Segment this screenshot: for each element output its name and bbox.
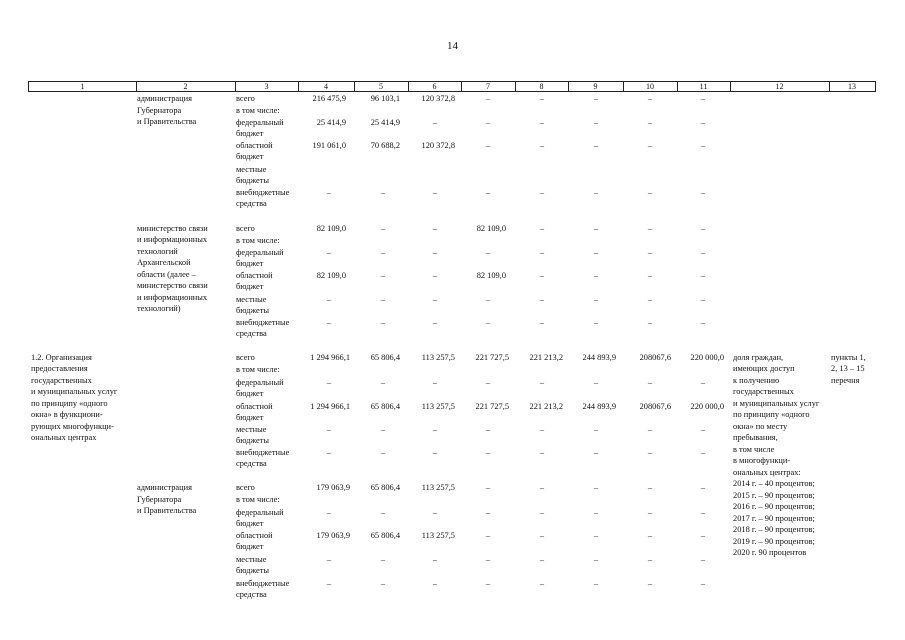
cell-dash: – bbox=[432, 508, 438, 517]
cell-value: 65 806,4 bbox=[370, 483, 400, 492]
row-label-local: местные bbox=[236, 165, 267, 174]
cell-value: 25 414,9 bbox=[316, 118, 346, 127]
cell-value: 113 257,5 bbox=[421, 483, 455, 492]
row-label-including: в том числе: bbox=[236, 236, 280, 245]
org-name-line: и Правительства bbox=[137, 117, 197, 126]
col-header-13: 13 bbox=[848, 82, 856, 91]
cell-dash: – bbox=[432, 448, 438, 457]
measure-name-line: по принципу «одного bbox=[31, 399, 108, 408]
cell-dash: – bbox=[485, 508, 491, 517]
row-label-federal: бюджет bbox=[236, 129, 264, 138]
cell-dash: – bbox=[326, 248, 332, 257]
cell-dash: – bbox=[700, 248, 706, 257]
cell-dash: – bbox=[647, 378, 653, 387]
cell-dash: – bbox=[432, 118, 438, 127]
page-number: 14 bbox=[447, 40, 458, 52]
row-label-federal: бюджет bbox=[236, 259, 264, 268]
cell-dash: – bbox=[539, 118, 545, 127]
cell-value: 1 294 966,1 bbox=[310, 402, 350, 411]
row-label-federal: федеральный bbox=[236, 378, 284, 387]
cell-dash: – bbox=[539, 94, 545, 103]
cell-dash: – bbox=[593, 94, 599, 103]
measure-name-line: окна» в функциони- bbox=[31, 410, 103, 419]
cell-dash: – bbox=[485, 118, 491, 127]
row-label-regional: областной bbox=[236, 271, 273, 280]
cell-dash: – bbox=[326, 188, 332, 197]
cell-dash: – bbox=[647, 248, 653, 257]
cell-dash: – bbox=[485, 425, 491, 434]
cell-value: 82 109,0 bbox=[316, 271, 346, 280]
cell-value: 113 257,5 bbox=[421, 353, 455, 362]
cell-dash: – bbox=[380, 378, 386, 387]
indicator-line: 2020 г. 90 процентов bbox=[733, 548, 807, 557]
cell-dash: – bbox=[700, 318, 706, 327]
cell-dash: – bbox=[380, 295, 386, 304]
row-label-extrabudget: внебюджетные bbox=[236, 318, 290, 327]
cell-dash: – bbox=[593, 483, 599, 492]
indicator-line: к получению bbox=[733, 376, 780, 385]
cell-dash: – bbox=[700, 378, 706, 387]
indicator-line: доля граждан, bbox=[733, 353, 784, 362]
cell-dash: – bbox=[593, 295, 599, 304]
cell-dash: – bbox=[647, 271, 653, 280]
cell-dash: – bbox=[432, 378, 438, 387]
cell-dash: – bbox=[539, 378, 545, 387]
row-label-local: бюджеты bbox=[236, 176, 270, 185]
org-name-line: и информационных bbox=[137, 293, 208, 302]
list-points-line: перечня bbox=[831, 376, 860, 385]
cell-dash: – bbox=[539, 248, 545, 257]
row-label-local: бюджеты bbox=[236, 566, 270, 575]
cell-value: 82 109,0 bbox=[476, 224, 506, 233]
cell-dash: – bbox=[432, 271, 438, 280]
measure-name-line: 1.2. Организация bbox=[31, 353, 92, 362]
org-name-line: администрация bbox=[137, 94, 192, 103]
indicator-line: окна» по месту bbox=[733, 422, 788, 431]
cell-value: 82 109,0 bbox=[476, 271, 506, 280]
cell-dash: – bbox=[700, 448, 706, 457]
org-name-line: министерство связи bbox=[137, 224, 208, 233]
cell-value: 113 257,5 bbox=[421, 531, 455, 540]
row-label-federal: бюджет bbox=[236, 519, 264, 528]
cell-dash: – bbox=[432, 425, 438, 434]
cell-dash: – bbox=[380, 271, 386, 280]
row-label-extrabudget: внебюджетные bbox=[236, 188, 290, 197]
col-header-6: 6 bbox=[432, 82, 437, 91]
cell-dash: – bbox=[326, 425, 332, 434]
cell-value: 244 893,9 bbox=[582, 402, 616, 411]
row-label-extrabudget: средства bbox=[236, 590, 267, 599]
row-label-local: местные bbox=[236, 295, 267, 304]
cell-dash: – bbox=[432, 555, 438, 564]
col-header-7: 7 bbox=[486, 82, 490, 91]
cell-dash: – bbox=[700, 118, 706, 127]
cell-dash: – bbox=[700, 508, 706, 517]
cell-dash: – bbox=[380, 318, 386, 327]
indicator-line: 2015 г. – 90 процентов; bbox=[733, 491, 815, 500]
cell-dash: – bbox=[380, 508, 386, 517]
cell-dash: – bbox=[647, 508, 653, 517]
cell-dash: – bbox=[647, 483, 653, 492]
cell-value: 221 727,5 bbox=[475, 353, 509, 362]
cell-dash: – bbox=[380, 248, 386, 257]
cell-dash: – bbox=[593, 248, 599, 257]
cell-dash: – bbox=[593, 425, 599, 434]
cell-dash: – bbox=[539, 224, 545, 233]
cell-dash: – bbox=[485, 295, 491, 304]
cell-dash: – bbox=[380, 188, 386, 197]
indicator-line: 2017 г. – 90 процентов; bbox=[733, 514, 815, 523]
cell-dash: – bbox=[539, 295, 545, 304]
cell-dash: – bbox=[647, 579, 653, 588]
row-label-total: всего bbox=[236, 224, 255, 233]
cell-dash: – bbox=[326, 508, 332, 517]
cell-dash: – bbox=[485, 579, 491, 588]
cell-value: 65 806,4 bbox=[370, 402, 400, 411]
measure-name-line: и муниципальных услуг bbox=[31, 387, 118, 396]
list-points-line: 2, 13 – 15 bbox=[831, 364, 865, 373]
cell-dash: – bbox=[647, 318, 653, 327]
cell-dash: – bbox=[700, 224, 706, 233]
cell-dash: – bbox=[647, 188, 653, 197]
col-header-9: 9 bbox=[593, 82, 598, 91]
col-header-1: 1 bbox=[80, 82, 85, 91]
cell-value: 221 213,2 bbox=[529, 402, 563, 411]
cell-value: 65 806,4 bbox=[370, 531, 400, 540]
measure-name-line: рующих многофункци- bbox=[31, 422, 114, 431]
indicator-line: 2018 г. – 90 процентов; bbox=[733, 525, 815, 534]
cell-dash: – bbox=[539, 483, 545, 492]
row-label-total: всего bbox=[236, 353, 255, 362]
cell-dash: – bbox=[539, 271, 545, 280]
measure-name-line: ональных центрах bbox=[31, 433, 97, 442]
cell-value: 221 727,5 bbox=[475, 402, 509, 411]
cell-dash: – bbox=[593, 378, 599, 387]
cell-dash: – bbox=[539, 508, 545, 517]
cell-dash: – bbox=[700, 271, 706, 280]
cell-dash: – bbox=[647, 224, 653, 233]
cell-value: 208067,6 bbox=[639, 402, 671, 411]
org-name-line: технологий) bbox=[137, 304, 181, 313]
cell-dash: – bbox=[432, 188, 438, 197]
cell-dash: – bbox=[647, 94, 653, 103]
cell-value: 82 109,0 bbox=[316, 224, 346, 233]
cell-value: 120 372,8 bbox=[421, 141, 455, 150]
cell-dash: – bbox=[539, 555, 545, 564]
cell-dash: – bbox=[326, 555, 332, 564]
cell-dash: – bbox=[539, 141, 545, 150]
cell-dash: – bbox=[432, 248, 438, 257]
row-label-extrabudget: внебюджетные bbox=[236, 448, 290, 457]
org-name-line: министерство связи bbox=[137, 281, 208, 290]
cell-dash: – bbox=[380, 425, 386, 434]
cell-dash: – bbox=[700, 141, 706, 150]
cell-dash: – bbox=[326, 378, 332, 387]
cell-value: 244 893,9 bbox=[582, 353, 616, 362]
row-label-regional: областной bbox=[236, 402, 273, 411]
row-label-total: всего bbox=[236, 483, 255, 492]
row-label-including: в том числе: bbox=[236, 365, 280, 374]
measure-name-line: предоставления bbox=[31, 364, 88, 373]
cell-dash: – bbox=[539, 188, 545, 197]
indicator-line: и муниципальных услуг bbox=[733, 399, 820, 408]
cell-dash: – bbox=[593, 141, 599, 150]
cell-dash: – bbox=[432, 295, 438, 304]
cell-dash: – bbox=[485, 448, 491, 457]
cell-value: 220 000,0 bbox=[690, 353, 724, 362]
cell-dash: – bbox=[647, 448, 653, 457]
cell-value: 96 103,1 bbox=[370, 94, 400, 103]
cell-dash: – bbox=[647, 295, 653, 304]
cell-dash: – bbox=[485, 483, 491, 492]
cell-dash: – bbox=[485, 248, 491, 257]
org-name-line: и информационных bbox=[137, 235, 208, 244]
col-header-8: 8 bbox=[539, 82, 544, 91]
list-points-line: пункты 1, bbox=[831, 353, 866, 362]
cell-value: 179 063,9 bbox=[316, 531, 350, 540]
table-header-row bbox=[28, 81, 876, 92]
row-label-federal: бюджет bbox=[236, 389, 264, 398]
cell-dash: – bbox=[593, 118, 599, 127]
cell-dash: – bbox=[593, 188, 599, 197]
cell-dash: – bbox=[700, 531, 706, 540]
cell-dash: – bbox=[593, 318, 599, 327]
cell-dash: – bbox=[700, 188, 706, 197]
row-label-regional: бюджет bbox=[236, 282, 264, 291]
measure-name-line: государственных bbox=[31, 376, 92, 385]
cell-dash: – bbox=[539, 425, 545, 434]
cell-dash: – bbox=[700, 579, 706, 588]
indicator-line: государственных bbox=[733, 387, 794, 396]
cell-dash: – bbox=[380, 224, 386, 233]
row-label-regional: бюджет bbox=[236, 413, 264, 422]
cell-dash: – bbox=[593, 508, 599, 517]
row-label-local: бюджеты bbox=[236, 436, 270, 445]
org-name-line: и Правительства bbox=[137, 506, 197, 515]
row-label-regional: областной bbox=[236, 531, 273, 540]
cell-dash: – bbox=[432, 318, 438, 327]
cell-dash: – bbox=[485, 141, 491, 150]
cell-dash: – bbox=[700, 483, 706, 492]
cell-value: 113 257,5 bbox=[421, 402, 455, 411]
row-label-extrabudget: внебюджетные bbox=[236, 579, 290, 588]
cell-dash: – bbox=[647, 118, 653, 127]
row-label-extrabudget: средства bbox=[236, 199, 267, 208]
cell-dash: – bbox=[647, 425, 653, 434]
cell-dash: – bbox=[485, 555, 491, 564]
col-header-12: 12 bbox=[775, 82, 784, 91]
cell-dash: – bbox=[326, 318, 332, 327]
cell-dash: – bbox=[326, 448, 332, 457]
cell-dash: – bbox=[539, 448, 545, 457]
indicator-line: 2014 г. – 40 процентов; bbox=[733, 479, 815, 488]
cell-value: 208067,6 bbox=[639, 353, 671, 362]
cell-dash: – bbox=[593, 531, 599, 540]
cell-dash: – bbox=[539, 318, 545, 327]
cell-value: 221 213,2 bbox=[529, 353, 563, 362]
cell-dash: – bbox=[593, 555, 599, 564]
cell-dash: – bbox=[647, 555, 653, 564]
indicator-line: в том числе bbox=[733, 445, 775, 454]
indicator-line: ональных центрах: bbox=[733, 468, 801, 477]
org-name-line: Губернатора bbox=[137, 495, 182, 504]
cell-dash: – bbox=[432, 224, 438, 233]
cell-dash: – bbox=[539, 579, 545, 588]
cell-value: 25 414,9 bbox=[370, 118, 400, 127]
cell-dash: – bbox=[326, 295, 332, 304]
cell-dash: – bbox=[326, 579, 332, 588]
col-header-4: 4 bbox=[324, 82, 328, 91]
org-name-line: Губернатора bbox=[137, 106, 182, 115]
org-name-line: администрация bbox=[137, 483, 192, 492]
row-label-extrabudget: средства bbox=[236, 329, 267, 338]
cell-dash: – bbox=[485, 188, 491, 197]
cell-dash: – bbox=[380, 579, 386, 588]
row-label-regional: бюджет bbox=[236, 542, 264, 551]
row-label-regional: областной bbox=[236, 141, 273, 150]
row-label-federal: федеральный bbox=[236, 248, 284, 257]
cell-value: 1 294 966,1 bbox=[310, 353, 350, 362]
cell-dash: – bbox=[593, 271, 599, 280]
row-label-local: местные bbox=[236, 425, 267, 434]
col-header-5: 5 bbox=[379, 82, 383, 91]
cell-value: 120 372,8 bbox=[421, 94, 455, 103]
indicator-line: по принципу «одного bbox=[733, 410, 810, 419]
indicator-line: пребывания, bbox=[733, 433, 778, 442]
cell-dash: – bbox=[380, 555, 386, 564]
col-header-10: 10 bbox=[646, 82, 654, 91]
cell-value: 191 061,0 bbox=[312, 141, 346, 150]
row-label-federal: федеральный bbox=[236, 508, 284, 517]
row-label-total: всего bbox=[236, 94, 255, 103]
cell-value: 216 475,9 bbox=[312, 94, 346, 103]
cell-dash: – bbox=[700, 425, 706, 434]
org-name-line: области (далее – bbox=[137, 270, 196, 279]
row-label-extrabudget: средства bbox=[236, 459, 267, 468]
cell-dash: – bbox=[485, 531, 491, 540]
cell-dash: – bbox=[485, 318, 491, 327]
indicator-line: имеющих доступ bbox=[733, 364, 795, 373]
cell-dash: – bbox=[485, 378, 491, 387]
indicator-line: 2019 г. – 90 процентов; bbox=[733, 537, 815, 546]
row-label-including: в том числе: bbox=[236, 106, 280, 115]
cell-dash: – bbox=[539, 531, 545, 540]
cell-dash: – bbox=[485, 94, 491, 103]
col-header-2: 2 bbox=[183, 82, 188, 91]
cell-dash: – bbox=[593, 579, 599, 588]
row-label-local: местные bbox=[236, 555, 267, 564]
org-name-line: технологий bbox=[137, 247, 178, 256]
cell-dash: – bbox=[593, 448, 599, 457]
cell-dash: – bbox=[700, 555, 706, 564]
row-label-including: в том числе: bbox=[236, 495, 280, 504]
org-name-line: Архангельской bbox=[137, 258, 191, 267]
cell-dash: – bbox=[380, 448, 386, 457]
cell-value: 70 688,2 bbox=[370, 141, 400, 150]
cell-dash: – bbox=[593, 224, 599, 233]
cell-dash: – bbox=[700, 94, 706, 103]
cell-value: 65 806,4 bbox=[370, 353, 400, 362]
cell-dash: – bbox=[432, 579, 438, 588]
col-header-3: 3 bbox=[264, 82, 269, 91]
indicator-line: в многофункци- bbox=[733, 456, 791, 465]
cell-dash: – bbox=[700, 295, 706, 304]
row-label-regional: бюджет bbox=[236, 152, 264, 161]
cell-dash: – bbox=[647, 531, 653, 540]
cell-value: 220 000,0 bbox=[690, 402, 724, 411]
cell-dash: – bbox=[647, 141, 653, 150]
row-label-federal: федеральный bbox=[236, 118, 284, 127]
row-label-local: бюджеты bbox=[236, 306, 270, 315]
indicator-line: 2016 г. – 90 процентов; bbox=[733, 502, 815, 511]
col-header-11: 11 bbox=[699, 82, 708, 91]
cell-value: 179 063,9 bbox=[316, 483, 350, 492]
